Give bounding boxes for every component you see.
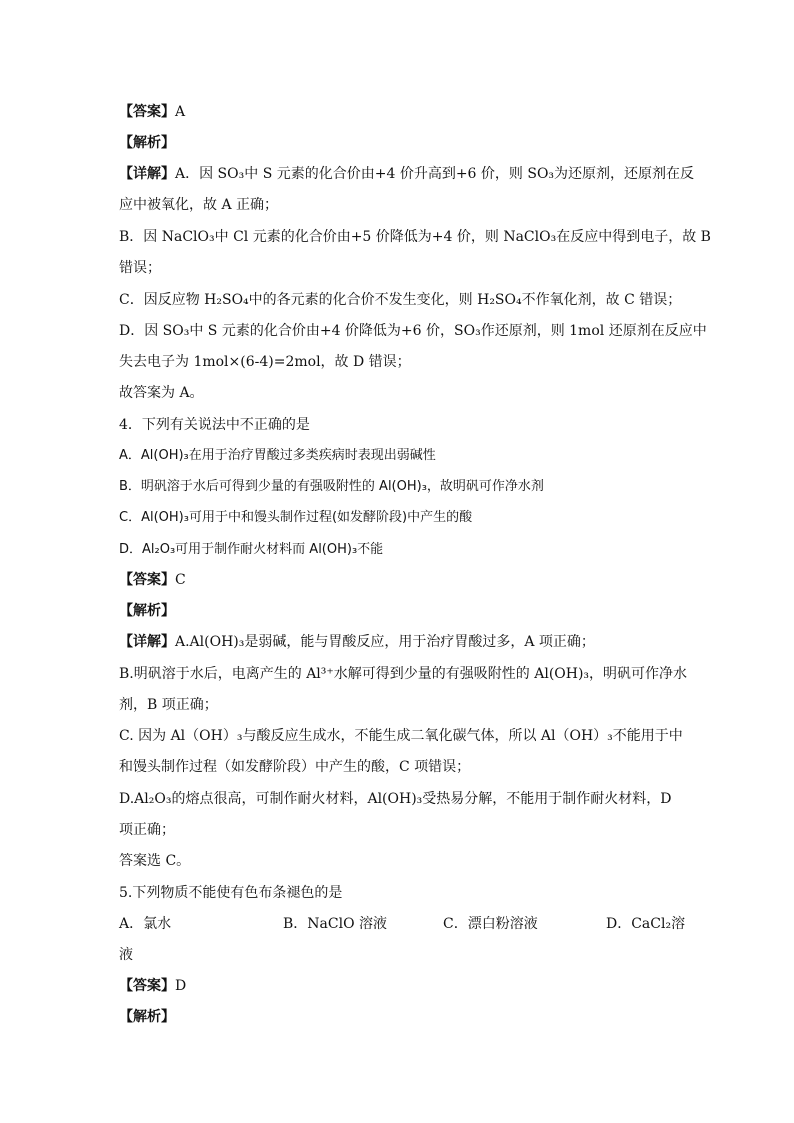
detail-tag: 【详解】 [119, 634, 175, 650]
q3-detail-line: 应中被氧化，故 A 正确； [119, 197, 279, 213]
q4-detail-line: 项正确； [119, 822, 175, 838]
q4-option-a: A．Al(OH)₃在用于治疗胃酸过多类疾病时表现出弱碱性 [119, 448, 436, 463]
q4-detail-line: 和馒头制作过程（如发酵阶段）中产生的酸，C 项错误； [119, 759, 471, 775]
answer-tag: 【答案】 [119, 104, 175, 120]
q3-detail-line: C．因反应物 H₂SO₄中的各元素的化合价不发生变化，则 H₂SO₄不作氧化剂，故 C 错误； [119, 292, 682, 308]
q4-option-b: B．明矾溶于水后可得到少量的有强吸附性的 Al(OH)₃，故明矾可作净水剂 [119, 479, 544, 494]
q5-answer [119, 976, 186, 996]
q5-option-b: B．NaClO 溶液 [283, 916, 388, 932]
q4-analysis-tag: 【解析】 [119, 603, 175, 619]
detail-tag: 【详解】 [119, 166, 175, 182]
answer-value: A [175, 104, 186, 120]
detail-text: A.Al(OH)₃是弱碱，能与胃酸反应，用于治疗胃酸过多，A 项正确； [175, 634, 595, 650]
q4-option-c: C．Al(OH)₃可用于中和馒头制作过程(如发酵阶段)中产生的酸 [119, 510, 473, 525]
answer-tag: 【答案】 [119, 572, 175, 588]
q3-detail-line: 失去电子为 1mol×(6-4)=2mol，故 D 错误； [119, 354, 411, 370]
q3-answer [119, 102, 185, 122]
q4-detail-line [119, 632, 595, 652]
answer-tag: 【答案】 [119, 978, 175, 994]
q3-analysis-tag: 【解析】 [119, 135, 175, 151]
q3-detail-line: D．因 SO₃中 S 元素的化合价由+4 价降低为+6 价，SO₃作还原剂，则 1mol 还原剂在反应中 [119, 323, 707, 339]
detail-text: A．因 SO₃中 S 元素的化合价由+4 价升高到+6 价，则 SO₃为还原剂，还原剂在反 [175, 166, 695, 182]
q4-stem: 4．下列有关说法中不正确的是 [119, 417, 310, 433]
q3-detail-line: 故答案为 A。 [119, 385, 204, 401]
answer-value: D [175, 978, 187, 994]
q5-option-a: A．氯水 [119, 916, 172, 932]
answer-value: C [175, 572, 186, 588]
q5-stem: 5.下列物质不能使有色布条褪色的是 [119, 885, 343, 901]
q5-option-d: D．CaCl₂溶 [606, 916, 686, 932]
q4-detail-line: B.明矾溶于水后，电离产生的 Al³⁺水解可得到少量的有强吸附性的 Al(OH)₃，明矾可作净水 [119, 666, 688, 682]
q5-analysis-tag: 【解析】 [119, 1009, 175, 1025]
q4-detail-line: C. 因为 Al（OH）₃与酸反应生成水，不能生成二氧化碳气体，所以 Al（OH）₃不能用于中 [119, 728, 683, 744]
q3-detail-line [119, 164, 694, 184]
q4-detail-line: 答案选 C。 [119, 853, 191, 869]
q4-answer [119, 570, 186, 590]
q5-option-c: C．漂白粉溶液 [443, 916, 538, 932]
q4-detail-line: 剂，B 项正确； [119, 697, 218, 713]
q3-detail-line: B．因 NaClO₃中 Cl 元素的化合价由+5 价降低为+4 价，则 NaClO₃在反应中得到电子，故 B [119, 229, 711, 245]
q4-detail-line: D.Al₂O₃的熔点很高，可制作耐火材料，Al(OH)₃受热易分解，不能用于制作耐火材料，D [119, 791, 672, 807]
q3-detail-line: 错误； [119, 260, 161, 276]
q4-option-d: D．Al₂O₃可用于制作耐火材料而 Al(OH)₃不能 [119, 542, 384, 557]
q5-option-d-wrap: 液 [119, 947, 133, 963]
